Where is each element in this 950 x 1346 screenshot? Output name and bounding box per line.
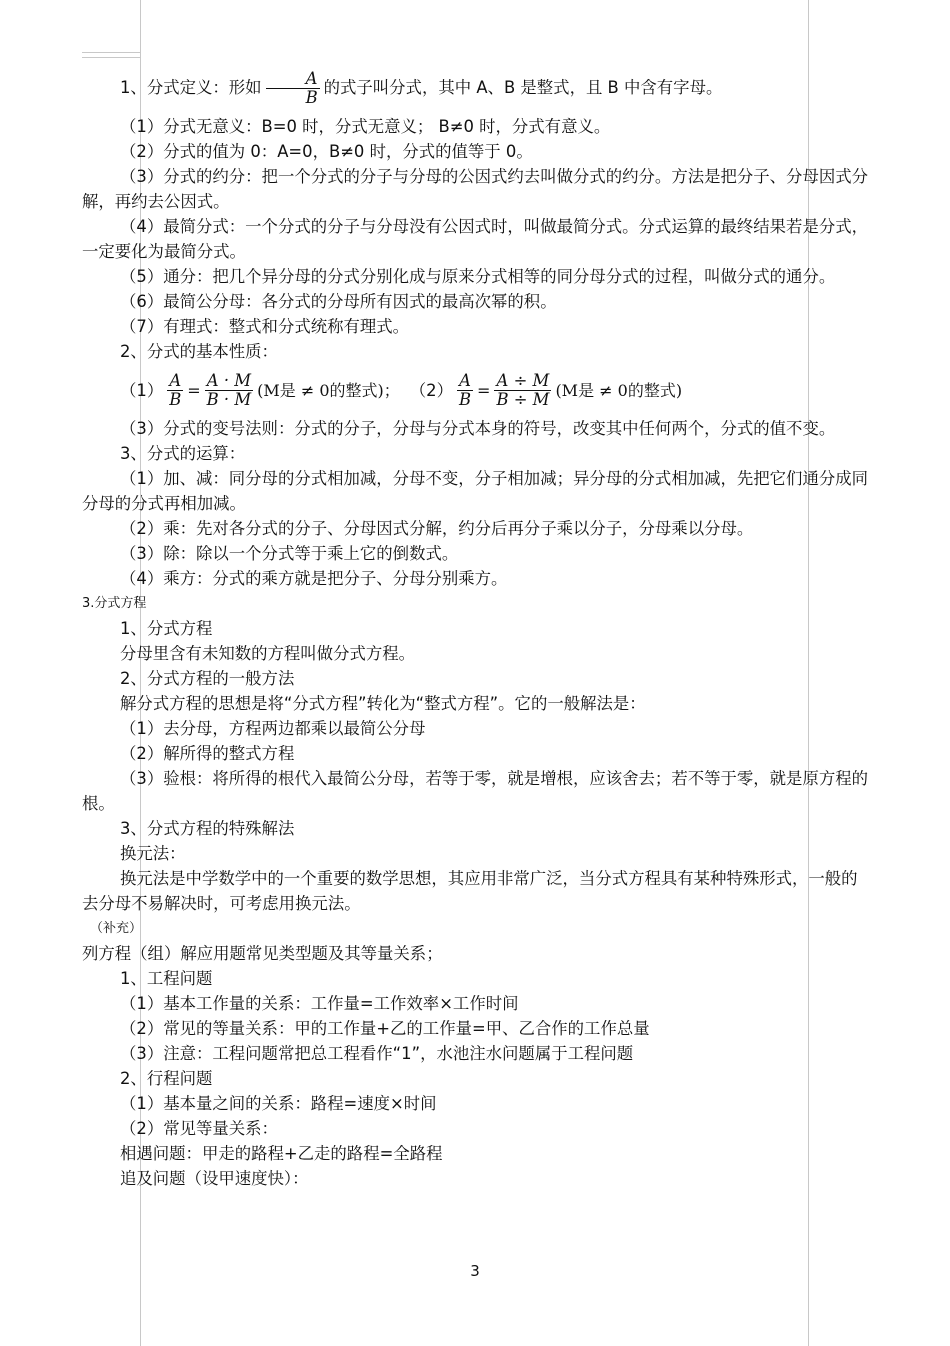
formula2-rhs xyxy=(494,372,551,409)
item-reduction: （3）分式的约分：把一个分式的分子与分母的公因式约去叫做分式的约分。方法是把分子、分母因式分解，再约去公因式。 xyxy=(82,167,869,211)
work-item-basic: （1）基本工作量的关系：工作量=工作效率×工作时间 xyxy=(120,994,519,1013)
operation-multiply: （2）乘：先对各分式的分子、分母因式分解，约分后再分子乘以分子，分母乘以分母。 xyxy=(120,519,754,538)
formula1-condition: (M是 ≠ 0的整式)； xyxy=(257,380,400,400)
formula2-condition: (M是 ≠ 0的整式) xyxy=(555,380,683,400)
header-mark xyxy=(82,52,140,58)
substitution-method-title: 换元法： xyxy=(120,844,186,863)
fractional-equation-heading: 3.分式方程 xyxy=(82,596,147,611)
formula2-rhs-num: A ÷ M xyxy=(494,372,551,391)
step-check-root: （3）验根：将所得的根代入最简公分母，若等于零，就是增根，应该舍去；若不等于零，就是原方程的根。 xyxy=(82,769,869,813)
operation-add-subtract: （1）加、减：同分母的分式相加减，分母不变，分子相加减；异分母的分式相加减，先把它们通分成同分母的分式再相加减。 xyxy=(82,469,869,513)
formula1-lhs-num: A xyxy=(167,372,183,391)
definition-suffix: 的式子叫分式，其中 A、B 是整式，且 B 中含有字母。 xyxy=(323,78,723,97)
formula2-lhs xyxy=(457,372,473,409)
travel-item-meet: 相遇问题：甲走的路程+乙走的路程=全路程 xyxy=(120,1144,443,1163)
page-number: 3 xyxy=(470,1262,480,1280)
formula1-rhs-den: B · M xyxy=(206,389,252,409)
application-intro: 列方程（组）解应用题常见类型题及其等量关系； xyxy=(82,944,443,963)
fractional-equation-method: 解分式方程的思想是将“分式方程”转化为“整式方程”。它的一般解法是： xyxy=(120,694,646,713)
formula2-rhs-den: B ÷ M xyxy=(496,389,550,409)
work-item-equal: （2）常见的等量关系：甲的工作量+乙的工作量=甲、乙合作的工作总量 xyxy=(120,1019,650,1038)
sign-rule: （3）分式的变号法则：分式的分子，分母与分式本身的符号，改变其中任何两个，分式的值不变。 xyxy=(120,419,836,438)
substitution-method-text: 换元法是中学数学中的一个重要的数学思想，其应用非常广泛，当分式方程具有某种特殊形式，一般的去分母不易解决时，可考虑用换元法。 xyxy=(82,869,858,913)
definition-prefix: 1、分式定义：形如 xyxy=(120,78,262,97)
item-lcd: （6）最简公分母：各分式的分母所有因式的最高次幂的积。 xyxy=(120,292,557,311)
supplement-label: （补充） xyxy=(90,921,143,936)
work-item-note: （3）注意：工程问题常把总工程看作“1”，水池注水问题属于工程问题 xyxy=(120,1044,634,1063)
basic-property-formulas xyxy=(82,364,872,416)
formula1-label: （1） xyxy=(120,380,164,400)
document-body xyxy=(82,62,872,1191)
travel-problem-title: 2、行程问题 xyxy=(120,1069,213,1088)
step-solve: （2）解所得的整式方程 xyxy=(120,744,295,763)
item-rational-expression: （7）有理式：整式和分式统称有理式。 xyxy=(120,317,410,336)
fraction-a-over-b xyxy=(266,70,320,107)
item-common-denominator: （5）通分：把几个异分母的分式分别化成与原来分式相等的同分母分式的过程，叫做分式的通分。 xyxy=(120,267,836,286)
fractional-equation-sub2: 2、分式方程的一般方法 xyxy=(120,669,295,688)
formula2-lhs-den: B xyxy=(459,389,472,409)
operation-divide: （3）除：除以一个分式等于乘上它的倒数式。 xyxy=(120,544,459,563)
formula1-rhs xyxy=(205,372,253,409)
travel-item-equal: （2）常见等量关系： xyxy=(120,1119,278,1138)
formula2-lhs-num: A xyxy=(457,372,473,391)
fractional-equation-sub1: 1、分式方程 xyxy=(120,619,213,638)
item-value-zero: （2）分式的值为 0：A=0，B≠0 时，分式的值等于 0。 xyxy=(120,142,533,161)
definition-line xyxy=(82,62,872,114)
item-meaningless: （1）分式无意义：B=0 时，分式无意义； B≠0 时，分式有意义。 xyxy=(120,117,611,136)
item-simplest-fraction: （4）最简分式：一个分式的分子与分母没有公因式时，叫做最简分式。分式运算的最终结果若是分式，一定要化为最简分式。 xyxy=(82,217,869,261)
formula2-equals: = xyxy=(477,380,491,400)
formula1-lhs xyxy=(167,372,183,409)
formula1-lhs-den: B xyxy=(169,389,182,409)
travel-item-chase: 追及问题（设甲速度快）： xyxy=(120,1169,309,1188)
fraction-numerator: A xyxy=(266,70,320,89)
operation-power: （4）乘方：分式的乘方就是把分子、分母分别乘方。 xyxy=(120,569,508,588)
formula1-rhs-num: A · M xyxy=(205,372,253,391)
formula1-equals: = xyxy=(187,380,201,400)
basic-property-title: 2、分式的基本性质： xyxy=(120,342,278,361)
formula2-label: （2） xyxy=(409,380,453,400)
travel-item-basic: （1）基本量之间的关系：路程=速度×时间 xyxy=(120,1094,437,1113)
operations-title: 3、分式的运算： xyxy=(120,444,246,463)
fraction-denominator: B xyxy=(305,88,318,107)
fractional-equation-sub3: 3、分式方程的特殊解法 xyxy=(120,819,295,838)
step-clear-denominator: （1）去分母，方程两边都乘以最简公分母 xyxy=(120,719,426,738)
fractional-equation-definition: 分母里含有未知数的方程叫做分式方程。 xyxy=(120,644,416,663)
work-problem-title: 1、工程问题 xyxy=(120,969,213,988)
